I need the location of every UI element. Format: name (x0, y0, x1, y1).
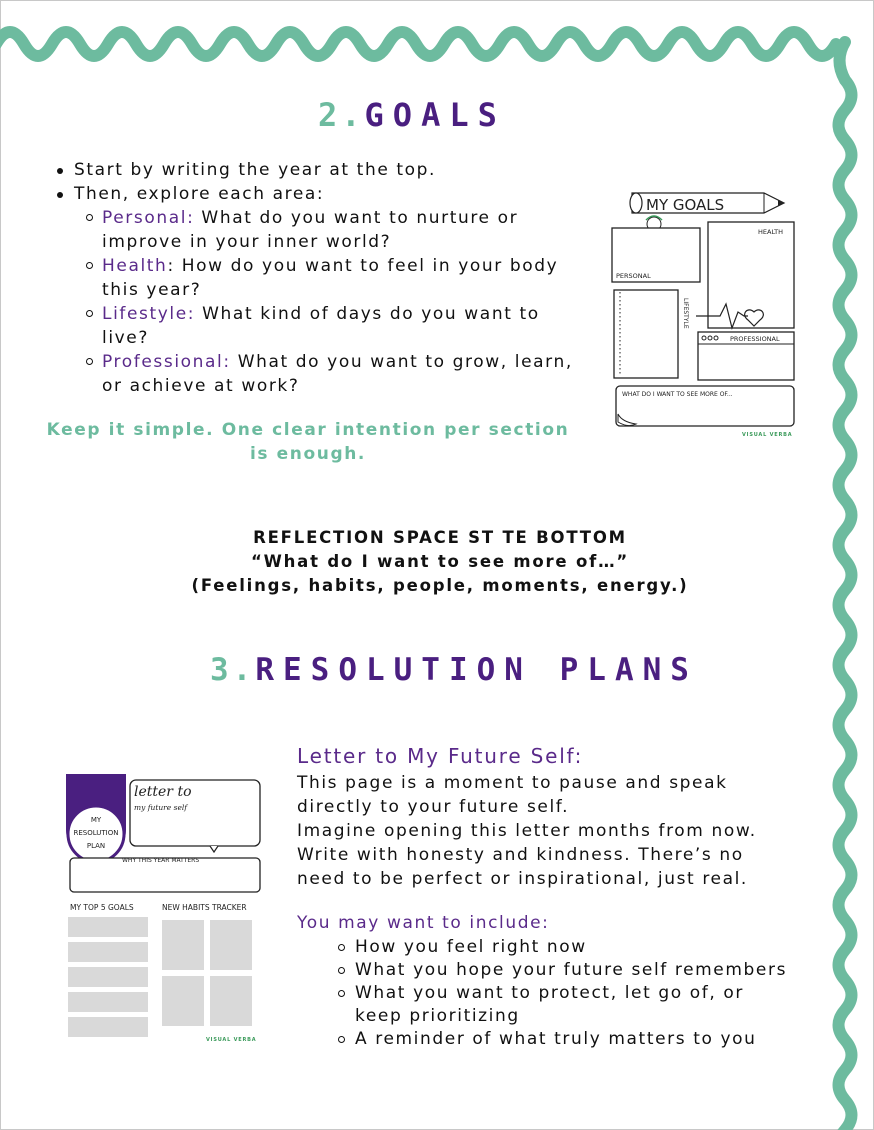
goals-heading-number: 2. (318, 96, 365, 134)
badge-line: RESOLUTION (73, 829, 119, 837)
area-label: Health (102, 256, 168, 276)
thumb-reflection-label: WHAT DO I WANT TO SEE MORE OF... (622, 391, 733, 398)
area-text: What kind of days do you want to live? (102, 304, 540, 348)
area-label: Professional: (102, 352, 231, 372)
area-professional (102, 350, 574, 398)
area-personal (102, 206, 574, 254)
thumb-habits-label: NEW HABITS TRACKER (162, 903, 247, 912)
letter-line: This page is a moment to pause and speak (297, 773, 728, 793)
reflection-title: REFLECTION SPACE ST TE BOTTOM (253, 528, 627, 547)
letter-heading: Letter to My Future Self: (297, 744, 584, 768)
goals-heading (318, 96, 506, 134)
list-item: A reminder of what truly matters to you (355, 1028, 795, 1051)
list-item (74, 182, 574, 398)
badge-line: MY (90, 816, 102, 824)
thumb-lifestyle-label: LIFESTYLE (682, 298, 689, 329)
my-goals-worksheet-thumbnail (608, 186, 798, 438)
resolution-plan-worksheet-thumbnail (64, 772, 264, 1044)
list-item-text: Then, explore each area: (74, 184, 325, 204)
thumb-personal-label: PERSONAL (616, 272, 651, 280)
area-lifestyle (102, 302, 574, 350)
thumb-credit: VISUAL VERBA (206, 1037, 257, 1043)
thumb-letter-title: letter to (134, 784, 192, 800)
reflection-examples: (Feelings, habits, people, moments, energy.) (191, 576, 689, 595)
goals-placeholder-bars (68, 917, 148, 1037)
resolution-heading (210, 652, 698, 688)
area-label: Personal: (102, 208, 195, 228)
area-text: What do you want to grow, learn, or achieve at work? (102, 352, 573, 396)
thumb-why-label: WHY THIS YEAR MATTERS (122, 857, 200, 864)
list-item: Start by writing the year at the top. (74, 158, 574, 182)
area-label: Lifestyle: (102, 304, 196, 324)
thumb-letter-sub: my future self (134, 803, 188, 812)
thumb-health-label: HEALTH (758, 228, 784, 236)
resolution-heading-text: RESOLUTION PLANS (255, 652, 698, 688)
area-health (102, 254, 574, 302)
letter-line: Write with honesty and kindness. There’s no (297, 845, 744, 865)
area-text: : How do you want to feel in your body this year? (102, 256, 559, 300)
goals-instructions-list (74, 158, 574, 398)
letter-line: directly to your future self. (297, 797, 570, 817)
goals-heading-text: GOALS (364, 96, 506, 134)
list-item: What you hope your future self remembers (355, 959, 795, 982)
keep-simple-tip: Keep it simple. One clear intention per section is enough. (46, 420, 570, 464)
letter-body (297, 771, 817, 891)
list-item: How you feel right now (355, 936, 795, 959)
badge-line: PLAN (86, 842, 106, 850)
goals-areas-list (74, 206, 574, 398)
reflection-quote: “What do I want to see more of…” (250, 552, 630, 571)
include-heading: You may want to include: (297, 913, 550, 933)
thumb-credit: VISUAL VERBA (742, 432, 793, 438)
thumb-title: MY GOALS (646, 196, 725, 214)
resolution-heading-number: 3. (210, 652, 256, 688)
include-list (355, 936, 795, 1051)
list-item: What you want to protect, let go of, or keep prioritizing (355, 982, 795, 1028)
thumb-top-goals-label: MY TOP 5 GOALS (70, 903, 134, 912)
letter-line: Imagine opening this letter months from now. (297, 821, 757, 841)
thumb-professional-label: PROFESSIONAL (730, 335, 780, 343)
letter-line: need to be perfect or inspirational, just real. (297, 869, 748, 889)
area-text: What do you want to nurture or improve in your inner world? (102, 208, 519, 252)
